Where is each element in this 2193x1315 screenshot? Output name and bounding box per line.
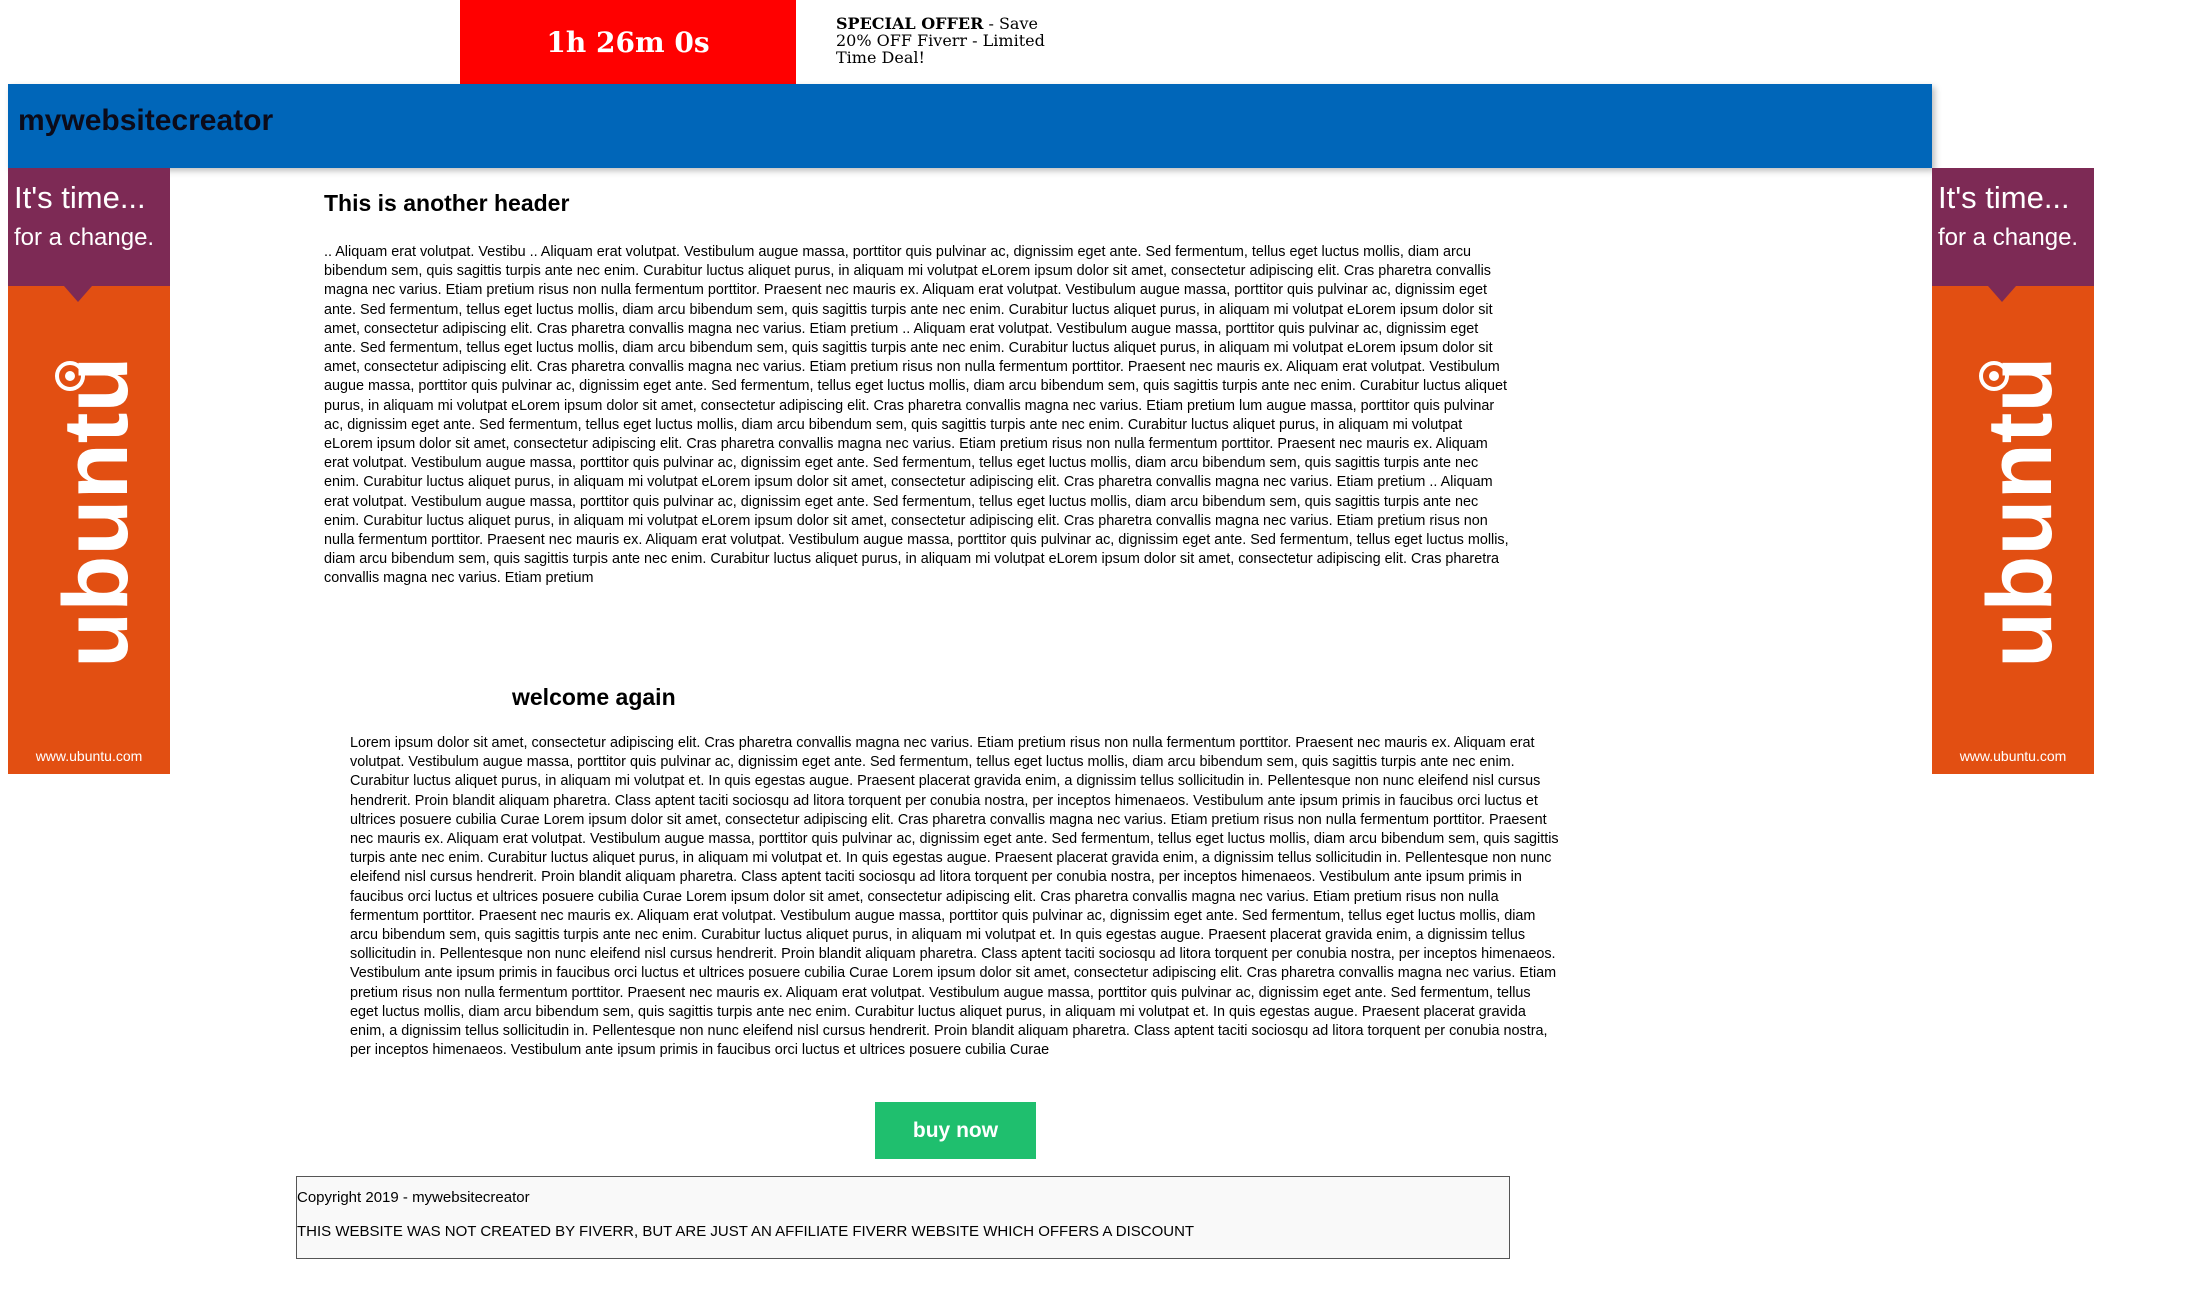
buy-now-button[interactable]: buy now (875, 1102, 1036, 1159)
section-heading-welcome: welcome again (512, 684, 676, 710)
section-paragraph-two: Lorem ipsum dolor sit amet, consectetur adipiscing elit. Cras pharetra convallis magna nec varius. Etiam pretium risus non nulla fermentum porttitor. Praesent nec mauris ex. Aliquam erat volutpat. Vestibulum augue massa, porttitor quis pulvinar ac, dignissim eget ante. Sed fermentum, tellus eget luctus mollis, diam arcu bibendum sem, quis sagittis turpis ante nec enim. Curabitur luctus aliquet purus, in aliquam mi volutpat et. In quis egestas augue. Praesent placerat gravida enim, a dignissim tellus sollicitudin in. Pellentesque non nunc eleifend nisl cursus hendrerit. Proin blandit aliquam pharetra. Class aptent taciti sociosqu ad litora torquent per conubia nostra, per inceptos himenaeos. Vestibulum ante ipsum primis in faucibus orci luctus et ultrices posuere cubilia Curae Lorem ipsum dolor sit amet, consectetur adipiscing elit. Cras pharetra convallis magna nec varius. Etiam pretium risus non nulla fermentum porttitor. Praesent nec mauris ex. Aliquam erat volutpat. Vestibulum augue massa, porttitor quis pulvinar ac, dignissim eget ante. Sed fermentum, tellus eget luctus mollis, diam arcu bibendum sem, quis sagittis turpis ante nec enim. Curabitur luctus aliquet purus, in aliquam mi volutpat et. In quis egestas augue. Praesent placerat gravida enim, a dignissim tellus sollicitudin in. Pellentesque non nunc eleifend nisl cursus hendrerit. Proin blandit aliquam pharetra. Class aptent taciti sociosqu ad litora torquent per conubia nostra, per inceptos himenaeos. Vestibulum ante ipsum primis in faucibus orci luctus et ultrices posuere cubilia Curae Lorem ipsum dolor sit amet, consectetur adipiscing elit. Cras pharetra convallis magna nec varius. Etiam pretium risus non nulla fermentum porttitor. Praesent nec mauris ex. Aliquam erat volutpat. Vestibulum augue massa, porttitor quis pulvinar ac, dignissim eget ante. Sed fermentum, tellus eget luctus mollis, diam arcu bibendum sem, quis sagittis turpis ante nec enim. Curabitur luctus aliquet purus, in aliquam mi volutpat et. In quis egestas augue. Praesent placerat gravida enim, a dignissim tellus sollicitudin in. Pellentesque non nunc eleifend nisl cursus hendrerit. Proin blandit aliquam pharetra. Class aptent taciti sociosqu ad litora torquent per conubia nostra, per inceptos himenaeos. Vestibulum ante ipsum primis in faucibus orci luctus et ultrices posuere cubilia Curae Lorem ipsum dolor sit amet, consectetur adipiscing elit. Cras pharetra convallis magna nec varius. Etiam pretium risus non nulla fermentum porttitor. Praesent nec mauris ex. Aliquam erat volutpat. Vestibulum augue massa, porttitor quis pulvinar ac, dignissim eget ante. Sed fermentum, tellus eget luctus mollis, diam arcu bibendum sem, quis sagittis turpis ante nec enim. Curabitur luctus aliquet purus, in aliquam mi volutpat et. In quis egestas augue. Praesent placerat gravida enim, a dignissim tellus sollicitudin in. Pellentesque non nunc eleifend nisl cursus hendrerit. Proin blandit aliquam pharetra. Class aptent taciti sociosqu ad litora torquent per conubia nostra, per inceptos himenaeos. Vestibulum ante ipsum primis in faucibus orci luctus et ultrices posuere cubilia Curae (350, 735, 1559, 1059)
ad-url: www.ubuntu.com (1959, 748, 2067, 764)
ad-line1: It's time... (1938, 180, 2070, 215)
ad-url: www.ubuntu.com (35, 748, 143, 764)
section-paragraph-one: .. Aliquam erat volutpat. Vestibu .. Aliquam erat volutpat. Vestibulum augue massa, porttitor quis pulvinar ac, dignissim eget ante. Sed fermentum, tellus eget luctus mollis, diam arcu bibendum sem, quis sagittis turpis ante nec enim. Curabitur luctus aliquet purus, in aliquam mi volutpat eLorem ipsum dolor sit amet, consectetur adipiscing elit. Cras pharetra convallis magna nec varius. Etiam pretium risus non nulla fermentum porttitor. Praesent nec mauris ex. Aliquam erat volutpat. Vestibulum augue massa, porttitor quis pulvinar ac, dignissim eget ante. Sed fermentum, tellus eget luctus mollis, diam arcu bibendum sem, quis sagittis turpis ante nec enim. Curabitur luctus aliquet purus, in aliquam mi volutpat eLorem ipsum dolor sit amet, consectetur adipiscing elit. Cras pharetra convallis magna nec varius. Etiam pretium .. Aliquam erat volutpat. Vestibulum augue massa, porttitor quis pulvinar ac, dignissim eget ante. Sed fermentum, tellus eget luctus mollis, diam arcu bibendum sem, quis sagittis turpis ante nec enim. Curabitur luctus aliquet purus, in aliquam mi volutpat eLorem ipsum dolor sit amet, consectetur adipiscing elit. Cras pharetra convallis magna nec varius. Etiam pretium risus non nulla fermentum porttitor. Praesent nec mauris ex. Aliquam erat volutpat. Vestibulum augue massa, porttitor quis pulvinar ac, dignissim eget ante. Sed fermentum, tellus eget luctus mollis, diam arcu bibendum sem, quis sagittis turpis ante nec enim. Curabitur luctus aliquet purus, in aliquam mi volutpat eLorem ipsum dolor sit amet, consectetur adipiscing elit. Cras pharetra convallis magna nec varius. Etiam pretium lum augue massa, porttitor quis pulvinar ac, dignissim eget ante. Sed fermentum, tellus eget luctus mollis, diam arcu bibendum sem, quis sagittis turpis ante nec enim. Curabitur luctus aliquet purus, in aliquam mi volutpat eLorem ipsum dolor sit amet, consectetur adipiscing elit. Cras pharetra convallis magna nec varius. Etiam pretium risus non nulla fermentum porttitor. Praesent nec mauris ex. Aliquam erat volutpat. Vestibulum augue massa, porttitor quis pulvinar ac, dignissim eget ante. Sed fermentum, tellus eget luctus mollis, diam arcu bibendum sem, quis sagittis turpis ante nec enim. Curabitur luctus aliquet purus, in aliquam mi volutpat eLorem ipsum dolor sit amet, consectetur adipiscing elit. Cras pharetra convallis magna nec varius. Etiam pretium .. Aliquam erat volutpat. Vestibulum augue massa, porttitor quis pulvinar ac, dignissim eget ante. Sed fermentum, tellus eget luctus mollis, diam arcu bibendum sem, quis sagittis turpis ante nec enim. Curabitur luctus aliquet purus, in aliquam mi volutpat eLorem ipsum dolor sit amet, consectetur adipiscing elit. Cras pharetra convallis magna nec varius. Etiam pretium risus non nulla fermentum porttitor. Praesent nec mauris ex. Aliquam erat volutpat. Vestibulum augue massa, porttitor quis pulvinar ac, dignissim eget ante. Sed fermentum, tellus eget luctus mollis, diam arcu bibendum sem, quis sagittis turpis ante nec enim. Curabitur luctus aliquet purus, in aliquam mi volutpat eLorem ipsum dolor sit amet, consectetur adipiscing elit. Cras pharetra convallis magna nec varius. Etiam pretium (324, 244, 1509, 587)
ad-line2: for a change. (14, 224, 155, 251)
ubuntu-logo-icon (1956, 338, 2086, 678)
special-offer-label: SPECIAL OFFER (836, 14, 984, 33)
footer-disclaimer: THIS WEBSITE WAS NOT CREATED BY FIVERR, BUT ARE JUST AN AFFILIATE FIVERR WEBSITE WHICH OFFERS A DISCOUNT (297, 1223, 1195, 1240)
ad-line2: for a change. (1938, 224, 2079, 251)
countdown-text: 1h 26m 0s (546, 25, 710, 59)
ubuntu-ad-right[interactable] (1932, 168, 2094, 774)
ubuntu-logo-icon (32, 338, 162, 678)
site-footer (296, 1176, 1510, 1259)
countdown-timer (460, 0, 796, 84)
special-offer-text: - Save 20% OFF Fiverr - Limited Time Deal! (836, 14, 1045, 67)
ubuntu-ad-left[interactable] (8, 168, 170, 774)
ad-speech-notch (64, 286, 92, 302)
ad-line1: It's time... (14, 180, 146, 215)
footer-copyright: Copyright 2019 - mywebsitecreator (297, 1189, 530, 1206)
ad-speech-notch (1988, 286, 2016, 302)
ad-brand-text: ubuntu (1969, 356, 2071, 668)
special-offer (836, 15, 1076, 66)
ad-brand-text: ubuntu (45, 356, 147, 668)
site-title[interactable]: mywebsitecreator (18, 104, 274, 137)
site-header (8, 84, 1932, 168)
section-heading-another: This is another header (324, 190, 570, 216)
